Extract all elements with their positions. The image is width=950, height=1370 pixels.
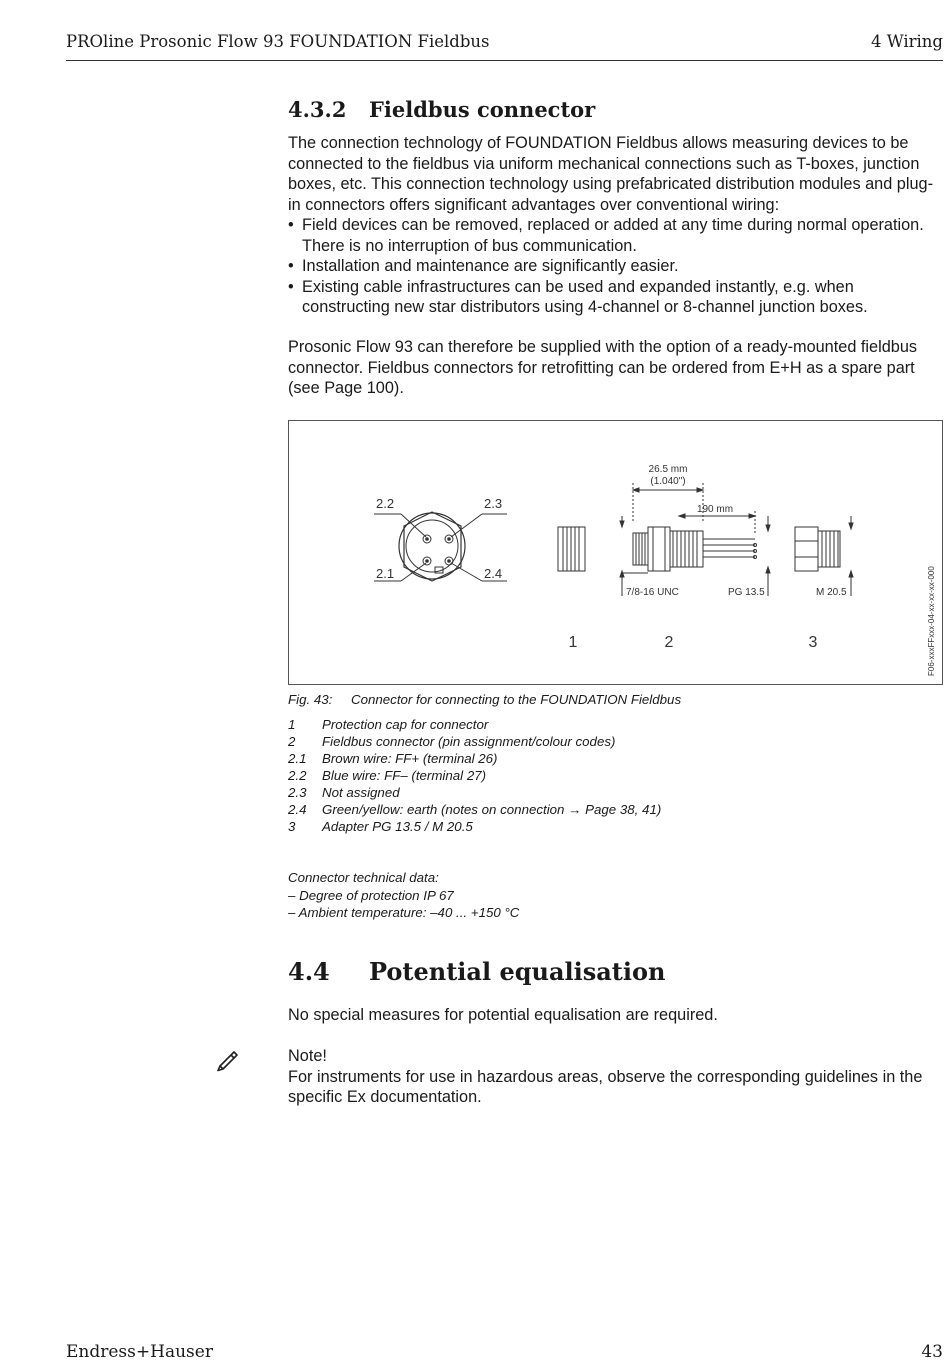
- fieldbus-connector-drawing: [620, 483, 770, 596]
- figure-legend: [288, 716, 661, 835]
- pin-label-2-2: 2.2: [376, 496, 395, 511]
- advantages-list: [288, 215, 943, 318]
- list-item: • Field devices can be removed, replaced or added at any time during normal operation. There is no interruption of bus communication.: [288, 215, 943, 256]
- section-heading: [288, 97, 943, 123]
- legend-text: Brown wire: FF+ (terminal 26): [322, 751, 498, 766]
- section-number: 4.4: [288, 957, 330, 986]
- connector-drawing: [289, 421, 942, 684]
- connector-tech-data: [288, 869, 519, 922]
- legend-row: [288, 767, 661, 784]
- legend-text: Not assigned: [322, 785, 400, 800]
- legend-key: 2.2: [288, 768, 307, 783]
- legend-text: Adapter PG 13.5 / M 20.5: [322, 819, 473, 834]
- dimension-width: 26.5 mm: [648, 464, 688, 475]
- legend-text: Fieldbus connector (pin assignment/colour codes): [322, 734, 616, 749]
- note-title: Note!: [288, 1047, 327, 1065]
- part-number-2: 2: [664, 634, 674, 651]
- footer-brand: Endress+Hauser: [66, 1342, 213, 1362]
- retrofit-paragraph: Prosonic Flow 93 can therefore be supplied with the option of a ready-mounted fieldbus connector. Fieldbus connectors for retrofitting can be ordered from E+H as a spare part (see Page 100).: [288, 338, 918, 397]
- running-header: [66, 32, 943, 54]
- legend-text: Protection cap for connector: [322, 717, 489, 732]
- legend-text: Blue wire: FF– (terminal 27): [322, 768, 487, 783]
- section-title: Potential equalisation: [369, 957, 666, 986]
- dimension-length: 190 mm: [696, 504, 734, 515]
- protection-cap-drawing: [558, 527, 585, 571]
- thread-label-pg: PG 13.5: [728, 587, 765, 598]
- section-4-3-2: [288, 97, 943, 123]
- pin-label-2-4: 2.4: [484, 566, 503, 581]
- pencil-icon: [214, 1046, 240, 1072]
- chapter-label: 4 Wiring: [870, 32, 943, 51]
- section-heading: [288, 957, 943, 987]
- tech-data-title: Connector technical data:: [288, 870, 439, 885]
- pin-label-2-1: 2.1: [376, 566, 395, 581]
- retrofit-paragraph-block: [288, 337, 943, 399]
- legend-row: [288, 733, 661, 750]
- note-block: [288, 1046, 943, 1108]
- figure-caption: [288, 691, 681, 708]
- legend-key: 2.1: [288, 751, 307, 766]
- part-number-1: 1: [568, 634, 578, 651]
- legend-key: 2.4: [288, 802, 307, 817]
- figure-label: Fig. 43:: [288, 692, 333, 707]
- section-4-4: [288, 957, 943, 987]
- section-title: Fieldbus connector: [369, 97, 596, 122]
- figure-caption-text: Connector for connecting to the FOUNDATION Fieldbus: [351, 692, 682, 707]
- legend-row: [288, 716, 661, 733]
- equalisation-text: No special measures for potential equalisation are required.: [288, 1006, 718, 1024]
- legend-key: 2: [288, 734, 296, 749]
- header-rule: [66, 60, 943, 61]
- part-number-3: 3: [808, 634, 818, 651]
- thread-label-unc: 7/8-16 UNC: [626, 587, 679, 598]
- connector-figure: [288, 420, 943, 685]
- figure-code: F06-xxxFFxxx-04-xx-xx-xx-000: [927, 566, 936, 676]
- dimension-width-inches: (1.040"): [650, 476, 686, 487]
- legend-text: Green/yellow: earth (notes on connection → Page 38, 41): [322, 802, 662, 817]
- list-item: • Existing cable infrastructures can be used and expanded instantly, e.g. when constructing new star distributors using 4-channel or 8-channel junction boxes.: [288, 277, 943, 318]
- tech-data-item: – Degree of protection IP 67: [288, 887, 454, 903]
- section-number: 4.3.2: [288, 97, 347, 122]
- legend-row: [288, 784, 661, 801]
- legend-row: [288, 750, 661, 767]
- pin-label-2-3: 2.3: [484, 496, 503, 511]
- note-text: For instruments for use in hazardous areas, observe the corresponding guidelines in the specific Ex documentation.: [288, 1067, 923, 1106]
- document-title: PROline Prosonic Flow 93 FOUNDATION Fieldbus: [66, 32, 490, 51]
- section-4-4-body: [288, 1005, 943, 1026]
- legend-key: 2.3: [288, 785, 307, 800]
- legend-row: [288, 801, 661, 818]
- legend-row: [288, 818, 661, 835]
- section-4-3-2-body: [288, 133, 943, 318]
- thread-label-m: M 20.5: [816, 587, 847, 598]
- tech-data-item: – Ambient temperature: –40 ... +150 °C: [288, 905, 520, 920]
- list-item: • Installation and maintenance are significantly easier.: [288, 256, 943, 277]
- adapter-drawing: [795, 516, 853, 596]
- legend-key: 1: [288, 717, 296, 732]
- legend-key: 3: [288, 819, 296, 834]
- page-number: 43: [921, 1342, 943, 1362]
- intro-paragraph: The connection technology of FOUNDATION Fieldbus allows measuring devices to be connected to the fieldbus via uniform mechanical connections such as T-boxes, junction boxes, etc. This connection technology using prefabricated distribution modules and plug-in connectors offers significant advantages over conventional wiring:: [288, 134, 934, 214]
